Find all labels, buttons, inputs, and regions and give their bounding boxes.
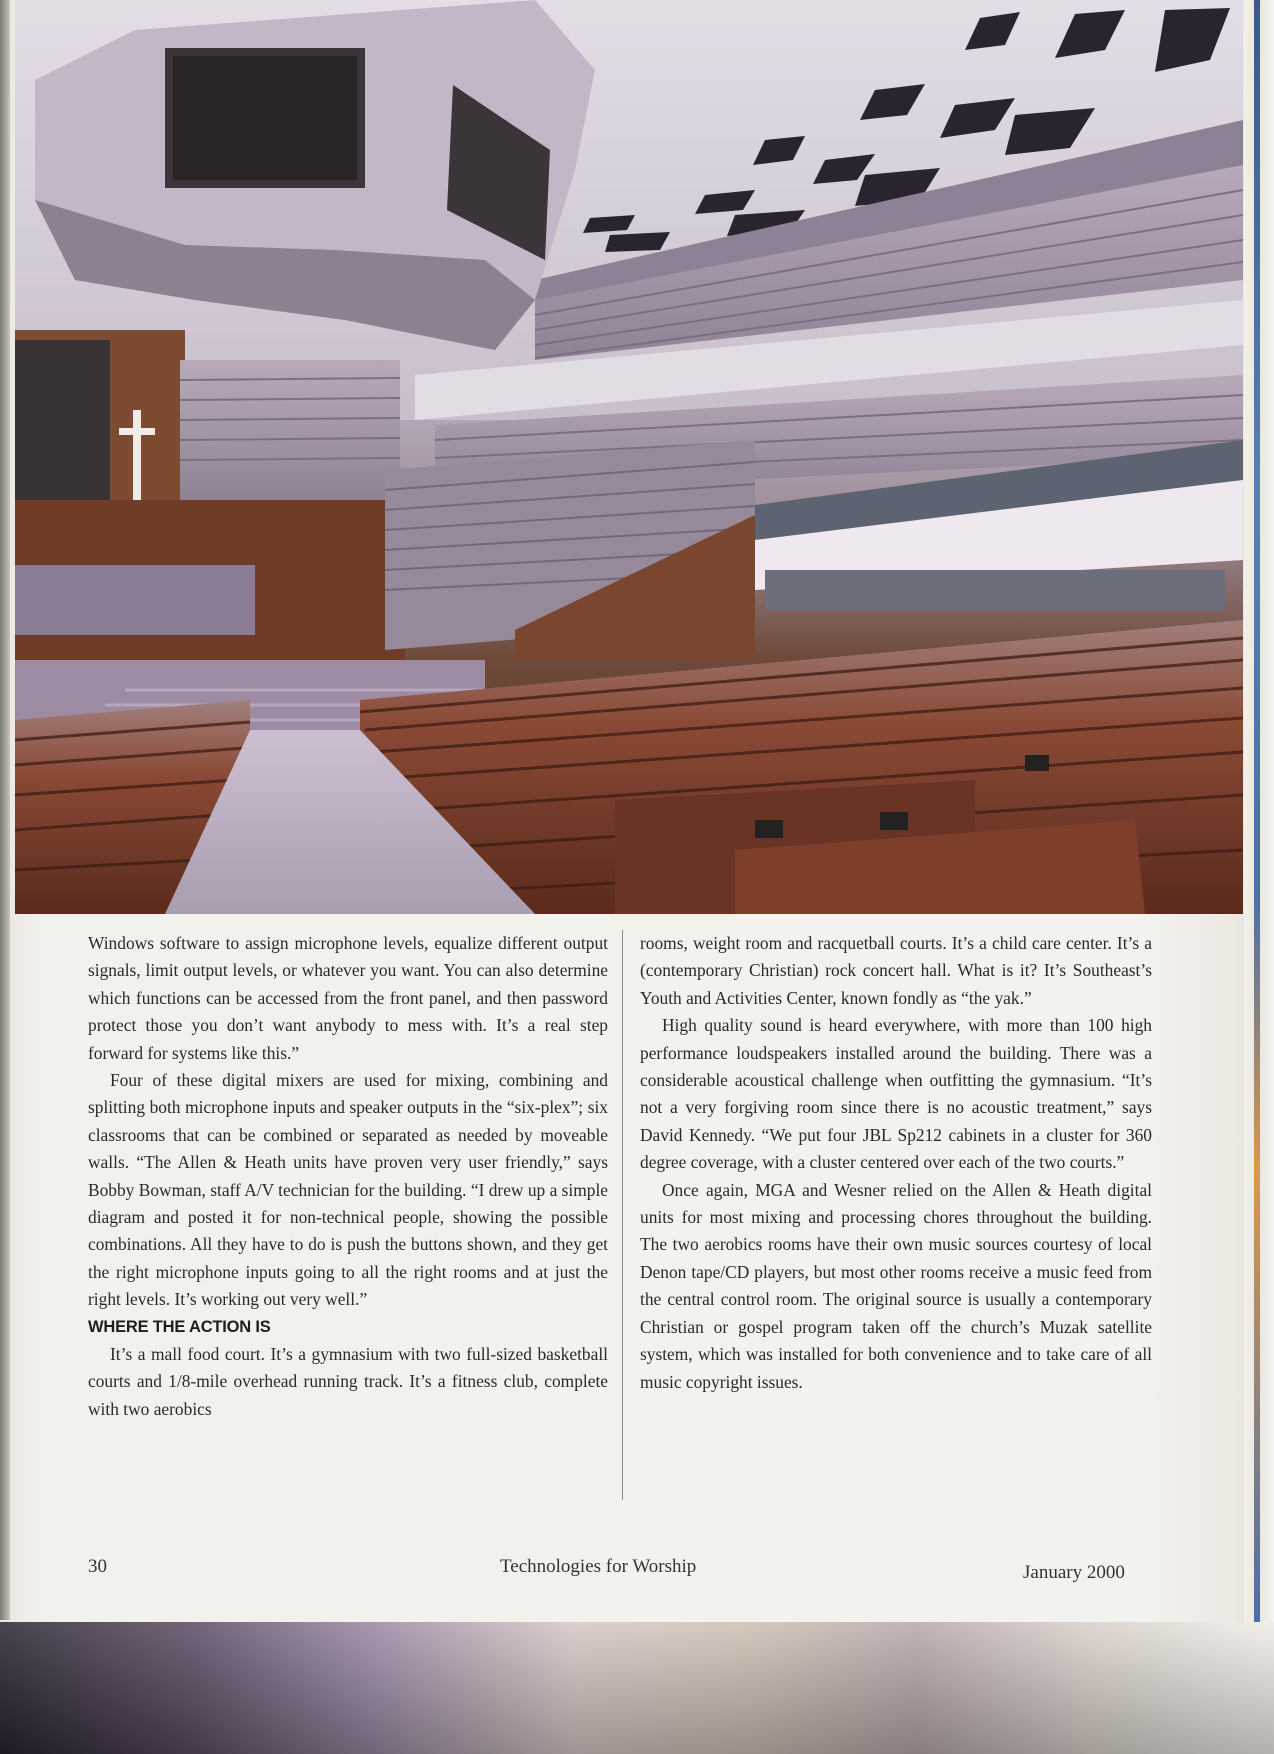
right-paragraph-3: Once again, MGA and Wesner relied on the Allen & Heath digital units for most mixing and processing chores throughout the building. The two aerobics rooms have their own music sources courtesy of local Denon tape/CD players, but most other rooms receive a music feed from the central control room. The original source is usually a contemporary Christian or gospel program taken off the church’s Muzak satellite system, which was installed for both convenience and to take care of all music copyright issues.: [640, 1179, 1152, 1392]
issue-date: January 2000: [1023, 1562, 1125, 1583]
page-binding-edge: [0, 0, 10, 1620]
left-paragraph-2: Four of these digital mixers are used for mixing, combining and splitting both microphone inputs and speaker outputs in the “six-plex”; six classrooms that can be combined or separated as needed by moveable walls. “The Allen & Heath units have proven very user friendly,” says Bobby Bowman, staff A/V technician for the building. “I drew up a simple diagram and posted it for non-technical people, showing the possible combinations. All they have to do is push the buttons shown, and they get the right microphone inputs going to all the right rooms and at just the right levels. It’s working out very well.”: [88, 1070, 609, 1310]
page-number: 30: [88, 1556, 107, 1577]
auditorium-photo: [15, 0, 1243, 914]
right-paragraph-1: rooms, weight room and racquetball courts. It’s a child care center. It’s a (contemporary Christian) rock concert hall. What is it? It’s Southeast’s Youth and Activities Center, known fondly as “the yak.”: [640, 933, 1152, 1008]
column-divider: [622, 930, 623, 1500]
left-paragraph-3: It’s a mall food court. It’s a gymnasium with two full-sized basketball courts and 1/8-mile overhead running track. It’s a fitness club, complete with two aerobics: [88, 1343, 608, 1419]
right-paragraph-2: High quality sound is heard everywhere, with more than 100 high performance loudspeakers installed around the building. There was a considerable acoustical challenge when outfitting the gymnasium. “It’s not a very forgiving room since there is no acoustic treatment,” says David Kennedy. “We put four JBL Sp212 cabinets in a cluster for 360 degree coverage, with a cluster centered over each of the two courts.”: [640, 1015, 1152, 1173]
left-paragraph-1: Windows software to assign microphone levels, equalize different output signals, limit output levels, or whatever you want. You can also determine which functions can be accessed from the front panel, and then password protect those you don’t want anybody to mess with. It’s a real step forward for systems like this.”: [88, 933, 608, 1063]
section-subhead: WHERE THE ACTION IS: [88, 1317, 271, 1336]
page-right-edge: [1244, 0, 1274, 1625]
left-column: [88, 930, 608, 1423]
right-column: [640, 930, 1152, 1396]
auditorium-illustration: [15, 0, 1243, 914]
scan-bottom-band: [0, 1622, 1274, 1754]
magazine-title: Technologies for Worship: [500, 1556, 697, 1577]
